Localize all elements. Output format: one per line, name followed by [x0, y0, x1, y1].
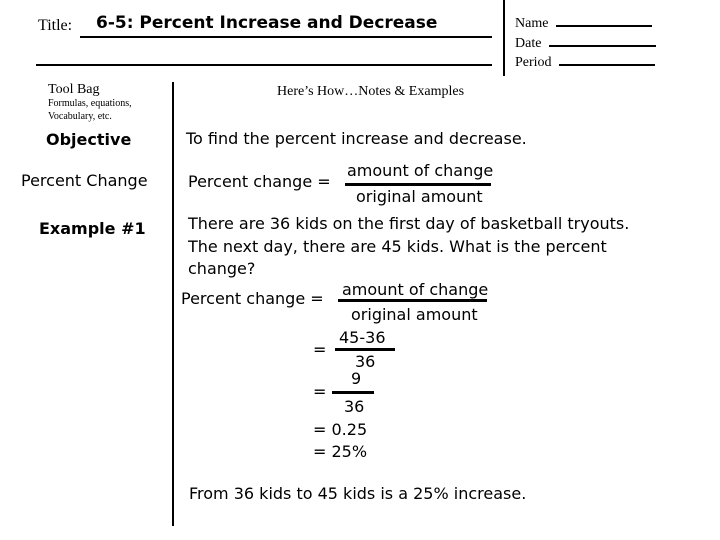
tool-bag-subtitle-1: Formulas, equations,	[48, 98, 132, 109]
title-underline-2	[36, 64, 492, 66]
tool-bag-heading: Tool Bag	[48, 82, 100, 97]
step-2-numerator: 9	[351, 369, 362, 388]
period-field	[515, 55, 655, 71]
page-title: 6-5: Percent Increase and Decrease	[96, 13, 438, 33]
formula-fraction-bar	[345, 183, 491, 186]
date-blank	[549, 45, 656, 47]
formula-label: Percent change =	[188, 172, 331, 191]
step-1-equals: =	[313, 340, 327, 359]
date-label: Date	[515, 36, 542, 51]
formula-denominator: original amount	[356, 187, 483, 206]
example-1-heading: Example #1	[39, 219, 146, 238]
step-1-denominator: 36	[355, 352, 376, 371]
step-3-result: = 0.25	[313, 420, 368, 439]
example-fraction-bar	[338, 299, 487, 302]
title-underline-1	[80, 36, 492, 38]
example-text-line-3: change?	[188, 259, 256, 278]
notes-heading: Here’s How…Notes & Examples	[277, 84, 465, 99]
date-field	[515, 36, 656, 52]
name-field	[515, 16, 652, 32]
example-formula-numerator: amount of change	[342, 280, 489, 299]
step-2-denominator: 36	[344, 397, 365, 416]
example-formula-denominator: original amount	[351, 305, 478, 324]
step-4-result: = 25%	[313, 442, 368, 461]
period-blank	[559, 64, 655, 66]
title-label: Title:	[38, 17, 73, 34]
period-label: Period	[515, 55, 552, 70]
step-2-equals: =	[313, 382, 327, 401]
formula-numerator: amount of change	[347, 161, 494, 180]
tool-bag-subtitle-2: Vocabulary, etc.	[48, 111, 112, 122]
sidebar-divider	[172, 82, 174, 526]
name-label: Name	[515, 16, 549, 31]
step-1-fraction-bar	[335, 348, 395, 351]
header-divider	[503, 0, 505, 76]
example-text-line-2: The next day, there are 45 kids. What is the percent	[188, 237, 607, 256]
name-blank	[556, 25, 652, 27]
example-conclusion: From 36 kids to 45 kids is a 25% increase.	[189, 484, 527, 503]
objective-text: To find the percent increase and decrease.	[186, 129, 527, 148]
objective-heading: Objective	[46, 130, 132, 149]
example-text-line-1: There are 36 kids on the first day of basketball tryouts.	[188, 214, 630, 233]
step-1-numerator: 45-36	[339, 328, 386, 347]
example-formula-label: Percent change =	[181, 289, 324, 308]
step-2-fraction-bar	[332, 391, 374, 394]
percent-change-heading: Percent Change	[21, 171, 148, 190]
